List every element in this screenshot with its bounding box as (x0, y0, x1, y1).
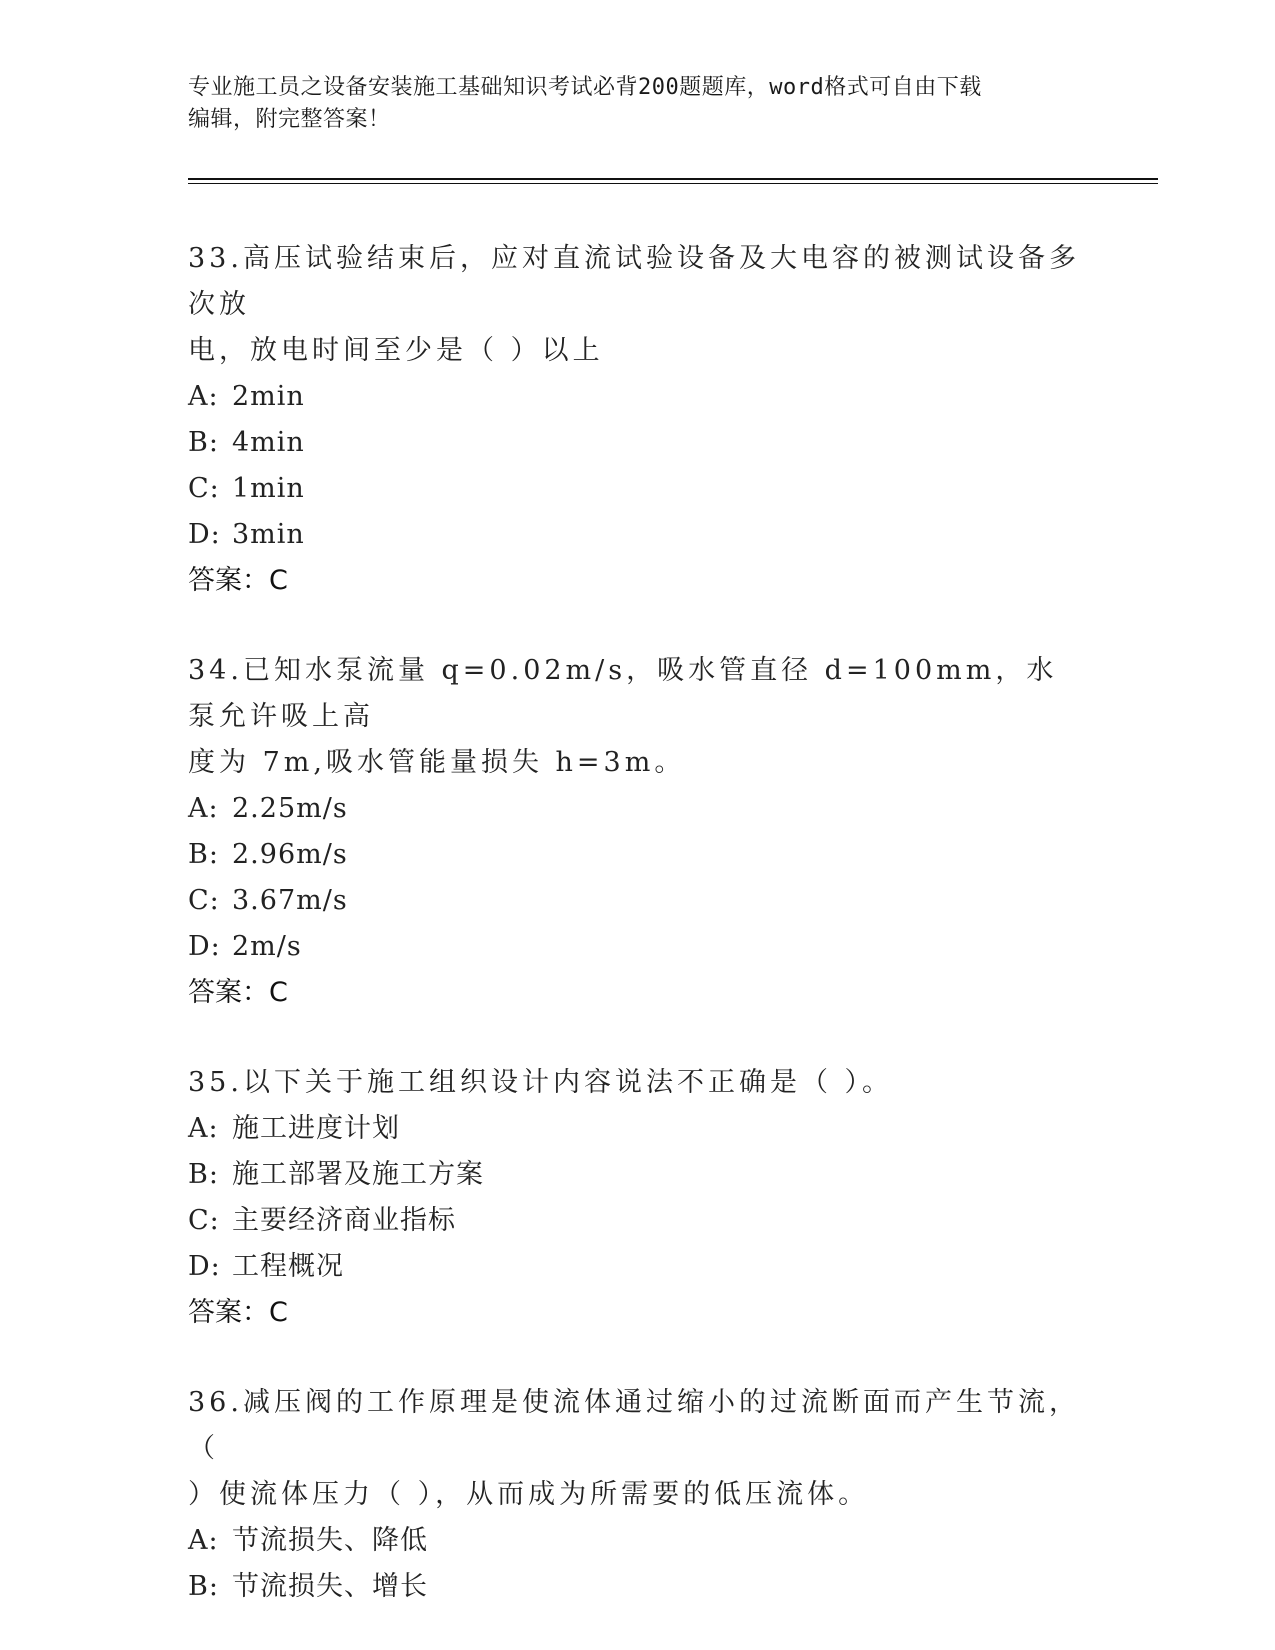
option-a (188, 374, 1088, 420)
option-text: 工程概况 (232, 1251, 344, 1282)
question-text-line: 度为 7m,吸水管能量损失 h=3m。 (188, 747, 686, 778)
option-label: C: (188, 473, 220, 504)
question-text-line: 35.以下关于施工组织设计内容说法不正确是（ ）。 (188, 1067, 894, 1098)
option-text: 4min (232, 427, 305, 458)
option-a (188, 786, 1088, 832)
option-text: 1min (232, 473, 305, 504)
option-text: 3min (232, 519, 305, 550)
option-label: D: (188, 1251, 221, 1282)
option-a (188, 1106, 1088, 1152)
question-text-line: 34.已知水泵流量 q=0.02m/s，吸水管直径 d=100mm，水泵允许吸上高 (188, 655, 1058, 732)
document-header (188, 72, 1088, 136)
option-label: A: (188, 1525, 219, 1556)
option-label: C: (188, 1205, 220, 1236)
question-text-line: ）使流体压力（ ），从而成为所需要的低压流体。 (188, 1479, 870, 1510)
option-text: 2.96m/s (232, 839, 348, 870)
answer-line: 答案：C (188, 1297, 288, 1328)
option-b (188, 1152, 1088, 1198)
option-d (188, 1244, 1088, 1290)
header-divider-thin (188, 183, 1158, 184)
header-line-2: 编辑，附完整答案！ (188, 107, 391, 132)
option-text: 主要经济商业指标 (232, 1205, 456, 1236)
option-label: B: (188, 1159, 219, 1190)
option-c (188, 1198, 1088, 1244)
question-spacer (188, 604, 1088, 648)
option-b (188, 832, 1088, 878)
option-text: 2m/s (232, 931, 302, 962)
question-33 (188, 236, 1088, 604)
option-d (188, 924, 1088, 970)
question-35 (188, 1060, 1088, 1336)
answer-line: 答案：C (188, 565, 288, 596)
question-36 (188, 1380, 1088, 1610)
option-label: D: (188, 931, 221, 962)
option-label: D: (188, 519, 221, 550)
option-label: A: (188, 381, 219, 412)
question-34 (188, 648, 1088, 1016)
option-c (188, 878, 1088, 924)
option-text: 2min (232, 381, 305, 412)
header-line-1: 专业施工员之设备安装施工基础知识考试必背200题题库，word格式可自由下载 (188, 75, 982, 100)
header-divider-thick (188, 178, 1158, 180)
option-text: 施工进度计划 (232, 1113, 400, 1144)
question-spacer (188, 1016, 1088, 1060)
questions-list (188, 236, 1088, 1610)
question-text-line: 33.高压试验结束后，应对直流试验设备及大电容的被测试设备多次放 (188, 243, 1080, 320)
question-spacer (188, 1336, 1088, 1380)
option-label: B: (188, 427, 219, 458)
option-label: A: (188, 793, 219, 824)
option-text: 节流损失、降低 (232, 1525, 428, 1556)
option-d (188, 512, 1088, 558)
option-label: A: (188, 1113, 219, 1144)
option-text: 3.67m/s (232, 885, 348, 916)
option-text: 节流损失、增长 (232, 1571, 428, 1602)
option-label: C: (188, 885, 220, 916)
option-c (188, 466, 1088, 512)
question-text-line: 电，放电时间至少是（ ）以上 (188, 335, 604, 366)
answer-line: 答案：C (188, 977, 288, 1008)
option-label: B: (188, 839, 219, 870)
option-label: B: (188, 1571, 219, 1602)
option-text: 2.25m/s (232, 793, 348, 824)
option-b (188, 420, 1088, 466)
question-text-line: 36.减压阀的工作原理是使流体通过缩小的过流断面而产生节流，（ (188, 1387, 1080, 1464)
option-a (188, 1518, 1088, 1564)
option-b (188, 1564, 1088, 1610)
option-text: 施工部署及施工方案 (232, 1159, 484, 1190)
